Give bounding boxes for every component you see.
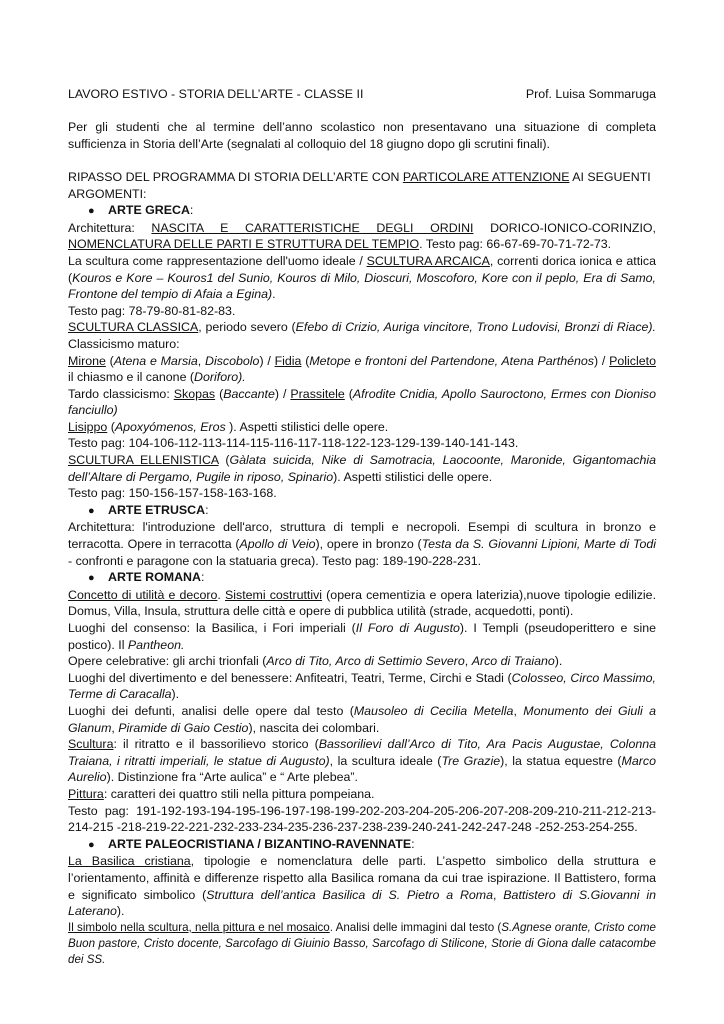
section-arte-etrusca: ● ARTE ETRUSCA: — [68, 502, 656, 520]
section-arte-paleocristiana: ● ARTE PALEOCRISTIANA / BIZANTINO-RAVENNATE: — [68, 836, 656, 854]
greca-ellenistica: SCULTURA ELLENISTICA (Gàlata suicida, Nike di Samotracia, Laocoonte, Maronide, Gigantomachia dell’Altare di Pergamo, Pugile in riposo, Spinario). Aspetti stilistici delle opere. — [68, 453, 656, 484]
etrusca-text: Architettura: l'introduzione dell'arco, struttura di templi e necropoli. Esempi di scultura in bronzo e terracotta. Opere in terracotta (Apollo di Veio), opere in bronzo (Testa da S. Giovanni Lipioni, Marte di Todi - confronti e paragone con la statuaria greca). Testo pag: 189-190-228-231. — [68, 520, 657, 568]
romana-p2: Luoghi del consenso: la Basilica, i Fori imperiali (Il Foro di Augusto). I Templi (pseudoperittero e sine postico). Il Pantheon. — [68, 621, 656, 652]
bullet-icon: ● — [88, 205, 95, 218]
greca-pag-1: Testo pag: 78-79-80-81-82-83. — [68, 303, 236, 318]
greca-architettura: Architettura: NASCITA E CARATTERISTICHE DEGLI ORDINI DORICO-IONICO-CORINZIO, NOMENCLATURA DELLE PARTI E STRUTTURA DEL TEMPIO. Testo pag: 66-67-69-70-71-72-73. — [68, 220, 656, 252]
document-header — [68, 86, 656, 103]
romana-p7: Pittura: caratteri dei quattro stili nella pittura pompeiana. — [68, 786, 375, 801]
romana-p5: Luoghi dei defunti, analisi delle opere dal testo (Mausoleo di Cecilia Metella, Monumento dei Giuli a Glanum, Piramide di Gaio Cestio), nascita dei colombari. — [68, 703, 656, 735]
header-teacher: Prof. Luisa Sommaruga — [525, 87, 656, 101]
romana-p3: Opere celebrative: gli archi trionfali (Arco di Tito, Arco di Settimio Severo, Arco di Traiano). — [68, 654, 563, 669]
bullet-icon: ● — [88, 572, 95, 585]
greca-pag-2: Testo pag: 104-106-112-113-114-115-116-117-118-122-123-129-139-140-141-143. — [68, 436, 519, 451]
paleo-p1: La Basilica cristiana, tipologie e nomenclatura delle parti. L’aspetto simbolico della struttura e l’orientamento, affinità e differenze rispetto alla Basilica romana da cui trae ispirazione. Il Battistero, forma e significato simbolico (Struttura dell’antica Basilica di S. Pietro a Roma, Battistero di S.Giovanni in Laterano). — [68, 854, 657, 919]
greca-tardo: Tardo classicismo: Skopas (Baccante) / Prassitele (Afrodite Cnidia, Apollo Sauroctono, Ermes con Dioniso fanciullo) — [68, 386, 656, 418]
section-title: ARTE ETRUSCA — [108, 502, 206, 517]
intro-paragraph: Per gli studenti che al termine dell’anno scolastico non presentavano una situazione di completa sufficienza in Storia dell’Arte (segnalati al colloquio del 18 giugno dopo gli scrutini finali). — [68, 120, 656, 151]
romana-pag: Testo pag: 191-192-193-194-195-196-197-198-199-202-203-204-205-206-207-208-209-210-211-212-213-214-215 -218-219-22-221-232-233-234-235-236-237-238-239-240-241-242-247-248 -252-253-254-255. — [68, 803, 656, 835]
bullet-icon: ● — [88, 838, 95, 851]
greca-arcaica: La scultura come rappresentazione dell'uomo ideale / SCULTURA ARCAICA, correnti dorica ionica e attica (Kouros e Kore – Kouros1 del Sunio, Kouros di Milo, Dioscuri, Moscoforo, Kore con il peplo, Era di Samo, Frontone del tempio di Afaia a Egina). — [68, 253, 657, 302]
romana-p6: Scultura: il ritratto e il bassorilievo storico (Bassorilievi dall’Arco di Tito, Ara Pacis Augustae, Colonna Traiana, i ritratti imperiali, le statue di Augusto), la scultura ideale (Tre Grazie), la statua equestre (Marco Aurelio). Distinzione fra “Arte aulica” e “ Arte plebea”. — [68, 737, 657, 785]
section-title: ARTE GRECA — [108, 203, 190, 218]
romana-p4: Luoghi del divertimento e del benessere: Anfiteatri, Teatri, Terme, Circhi e Stadi (Colosseo, Circo Massimo, Terme di Caracalla). — [68, 670, 656, 702]
greca-lisippo: Lisippo (Apoxyómenos, Eros ). Aspetti stilistici delle opere. — [68, 419, 389, 434]
section-title: ARTE ROMANA — [108, 570, 201, 585]
section-title: ARTE PALEOCRISTIANA / BIZANTINO-RAVENNATE — [108, 836, 412, 851]
section-arte-romana: ● ARTE ROMANA: — [68, 569, 656, 587]
section-arte-greca: ● ARTE GRECA: — [68, 202, 656, 220]
document-page — [68, 86, 656, 968]
ripasso-heading: RIPASSO DEL PROGRAMMA DI STORIA DELL’ARTE CON PARTICOLARE ATTENZIONE AI SEGUENTI ARGOMENTI: — [68, 169, 651, 201]
bullet-icon: ● — [88, 504, 95, 517]
greca-maturo: Mirone (Atena e Marsia, Discobolo) / Fidia (Metope e frontoni del Partendone, Atena Parthénos) / Policleto il chiasmo e il canone (Doriforo). — [68, 353, 656, 385]
greca-classica: SCULTURA CLASSICA, periodo severo (Efebo di Crizio, Auriga vincitore, Trono Ludovisi, Bronzi di Riace). Classicismo maturo: — [68, 320, 656, 351]
paleo-p2: Il simbolo nella scultura, nella pittura e nel mosaico. Analisi delle immagini dal testo (S.Agnese orante, Cristo come Buon pastore, Cristo docente, Sarcofago di Giuinio Basso, Sarcofago di Stilicone, Storie di Giona dalle catacombe dei SS. — [68, 920, 656, 966]
greca-pag-3: Testo pag: 150-156-157-158-163-168. — [68, 486, 277, 501]
romana-p1: Concetto di utilità e decoro. Sistemi costruttivi (opera cementizia e opera laterizia),nuove tipologie edilizie. Domus, Villa, Insula, struttura delle città e opere di pubblica utilità (strade, acquedotti, ponti). — [68, 587, 657, 619]
header-title: LAVORO ESTIVO - STORIA DELL’ARTE - CLASSE II — [68, 87, 364, 101]
